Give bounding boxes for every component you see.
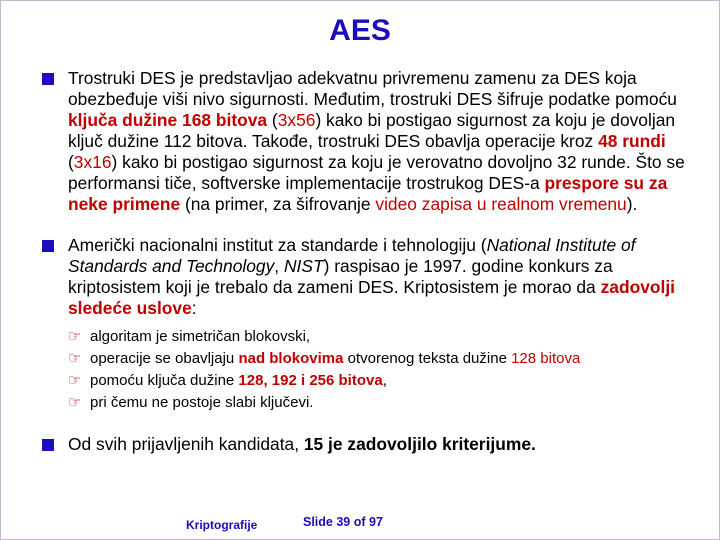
block-size-highlight: 128 bitova — [511, 350, 581, 367]
text-run: : — [191, 298, 197, 318]
text-run: ) raspisao je 1997. godine konkurs za kriptosistem koji je trebalo da zameni DES. Kriptosistem je morao da — [68, 256, 613, 297]
pointing-hand-icon: ☞ — [68, 328, 82, 345]
text-run: (na primer, za šifrovanje — [180, 194, 376, 214]
requirement-text — [90, 350, 580, 367]
too-slow-highlight: prespore su za neke primene — [68, 173, 668, 214]
text-run: Američki nacionalni institut za standarde i tehnologiju ( — [68, 235, 487, 255]
requirement-item — [68, 326, 692, 348]
conditions-highlight: zadovolji sledeće uslove — [68, 277, 675, 318]
bullet-text — [68, 235, 675, 318]
nist-full-name: National Institute of Standards and Technology — [68, 235, 636, 276]
pointing-hand-icon: ☞ — [68, 372, 82, 389]
pointing-hand-icon: ☞ — [68, 350, 82, 367]
square-bullet-icon — [42, 439, 54, 451]
pointing-hand-icon: ☞ — [68, 394, 82, 411]
text-run: otvorenog teksta dužine — [343, 350, 512, 367]
text-run: ( — [267, 110, 278, 130]
text-run: ) kako bi postigao sigurnost za koju je verovatno dovoljno 32 runde. Što se performansi tiče, softverske implementacije trostrukog DES-a — [68, 152, 685, 193]
rounds-calc-highlight: 3x16 — [73, 152, 112, 172]
slide-title: AES — [329, 14, 391, 47]
text-run: , — [382, 372, 387, 389]
bullet-text — [68, 434, 536, 454]
requirements-list — [42, 326, 692, 414]
requirement-text: algoritam je simetričan blokovski, — [90, 328, 311, 345]
requirement-text — [90, 372, 387, 389]
candidates-highlight: 15 je zadovoljilo kriterijume. — [303, 434, 536, 454]
requirement-text: pri čemu ne postoje slabi ključevi. — [90, 394, 314, 411]
blocks-highlight: nad blokovima — [238, 350, 344, 367]
text-run: , — [274, 256, 284, 276]
square-bullet-icon — [42, 73, 54, 85]
requirement-item — [68, 370, 692, 392]
text-run: ( — [68, 152, 74, 172]
text-run: pomoću ključa dužine — [90, 372, 239, 389]
requirement-item — [68, 348, 692, 370]
bullet-list — [42, 68, 692, 455]
text-run: Od svih prijavljenih kandidata, — [68, 434, 304, 454]
text-run: Trostruki DES je predstavljao adekvatnu privremenu zamenu za DES koja obezbeđuje viši nivo sigurnosti. Međutim, trostruki DES šifruje podatke pomoću — [68, 68, 677, 109]
bullet-nist-contest — [42, 235, 692, 319]
footer-course-name: Kriptografije — [186, 518, 258, 532]
square-bullet-icon — [42, 240, 54, 252]
key-sizes-highlight: 128, 192 i 256 bitova — [238, 372, 383, 389]
key-calc-highlight: 3x56 — [277, 110, 316, 130]
bullet-text — [68, 68, 685, 214]
rounds-highlight: 48 rundi — [598, 131, 666, 151]
nist-acronym: NIST — [283, 256, 324, 276]
key-length-highlight: ključa dužine 168 bitova — [68, 110, 268, 130]
text-run: ) kako bi postigao sigurnost za koju je dovoljan ključ dužine 112 bitova. Takođe, trostruki DES obavlja operacije kroz — [68, 110, 676, 151]
footer-slide-number: Slide 39 of 97 — [303, 515, 383, 529]
text-run: operacije se obavljaju — [90, 350, 239, 367]
video-highlight: video zapisa u realnom vremenu — [375, 194, 627, 214]
requirement-item — [68, 392, 692, 414]
bullet-triple-des — [42, 68, 692, 215]
bullet-candidates — [42, 434, 692, 455]
text-run: ). — [626, 194, 638, 214]
